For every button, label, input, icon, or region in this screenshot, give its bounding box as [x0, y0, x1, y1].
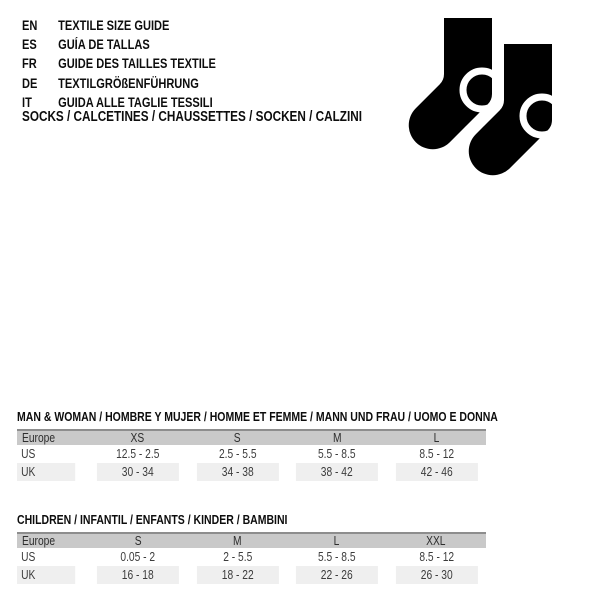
- column-header: [387, 532, 487, 548]
- column-header-label: L: [333, 534, 340, 548]
- language-code: ES: [22, 37, 37, 53]
- row-label: US: [21, 447, 36, 461]
- size-cell: 2.5 - 5.5: [218, 447, 257, 461]
- size-cell: 26 - 30: [395, 566, 477, 584]
- language-label: GUIDE DES TAILLES TEXTILE: [58, 56, 216, 72]
- size-cell: 38 - 42: [296, 463, 378, 481]
- column-header: [387, 429, 487, 445]
- category-title: SOCKS / CALCETINES / CHAUSSETTES / SOCKEN / CALZINI: [22, 109, 362, 125]
- column-header-label: M: [232, 534, 242, 548]
- language-row: [22, 16, 216, 35]
- language-list: [22, 16, 259, 112]
- column-header: [287, 532, 387, 548]
- size-cell: 12.5 - 2.5: [116, 447, 160, 461]
- language-code: DE: [22, 75, 38, 91]
- language-code: IT: [22, 94, 32, 110]
- column-header-label: M: [332, 431, 342, 445]
- table-grid: [17, 532, 486, 584]
- size-cell: 18 - 22: [196, 566, 278, 584]
- column-header-label: S: [134, 534, 142, 548]
- table-title: MAN & WOMAN / HOMBRE Y MUJER / HOMME ET FEMME / MANN UND FRAU / UOMO E DONNA: [17, 410, 498, 424]
- column-header-label: L: [433, 431, 440, 445]
- size-cell: 30 - 34: [97, 463, 179, 481]
- size-cell: 8.5 - 12: [418, 550, 454, 564]
- column-header: [188, 532, 288, 548]
- column-header-label: S: [233, 431, 241, 445]
- column-header-label: Europe: [22, 431, 56, 445]
- size-table: [17, 513, 486, 584]
- table-title: CHILDREN / INFANTIL / ENFANTS / KINDER / BAMBINI: [17, 513, 288, 527]
- socks-icon: [402, 12, 564, 180]
- language-code: EN: [22, 18, 38, 33]
- language-row: [22, 35, 216, 54]
- language-code: FR: [22, 56, 37, 72]
- column-header: [17, 532, 88, 548]
- language-row: [22, 54, 216, 73]
- size-cell: 22 - 26: [296, 566, 378, 584]
- row-label: US: [21, 550, 36, 564]
- column-header-label: Europe: [22, 534, 56, 548]
- language-label: TEXTILGRÖßENFÜHRUNG: [58, 75, 199, 91]
- column-header-label: XXL: [426, 534, 446, 548]
- size-cell: 34 - 38: [196, 463, 278, 481]
- column-header: [88, 532, 188, 548]
- size-cell: 5.5 - 8.5: [317, 447, 356, 461]
- column-header: [287, 429, 387, 445]
- column-header: [188, 429, 288, 445]
- row-label: UK: [17, 566, 75, 584]
- size-cell: 2 - 5.5: [222, 550, 252, 564]
- language-label: GUIDA ALLE TAGLIE TESSILI: [58, 94, 213, 110]
- row-label: UK: [17, 463, 75, 481]
- size-table: [17, 410, 498, 481]
- language-row: [22, 74, 216, 93]
- language-label: GUÍA DE TALLAS: [58, 37, 150, 53]
- size-cell: 5.5 - 8.5: [317, 550, 356, 564]
- table-grid: [17, 429, 486, 481]
- column-header: [88, 429, 188, 445]
- column-header: [17, 429, 88, 445]
- language-label: TEXTILE SIZE GUIDE: [58, 18, 170, 33]
- size-cell: 42 - 46: [395, 463, 477, 481]
- column-header-label: XS: [130, 431, 145, 445]
- size-cell: 16 - 18: [97, 566, 179, 584]
- size-cell: 8.5 - 12: [418, 447, 454, 461]
- size-cell: 0.05 - 2: [120, 550, 156, 564]
